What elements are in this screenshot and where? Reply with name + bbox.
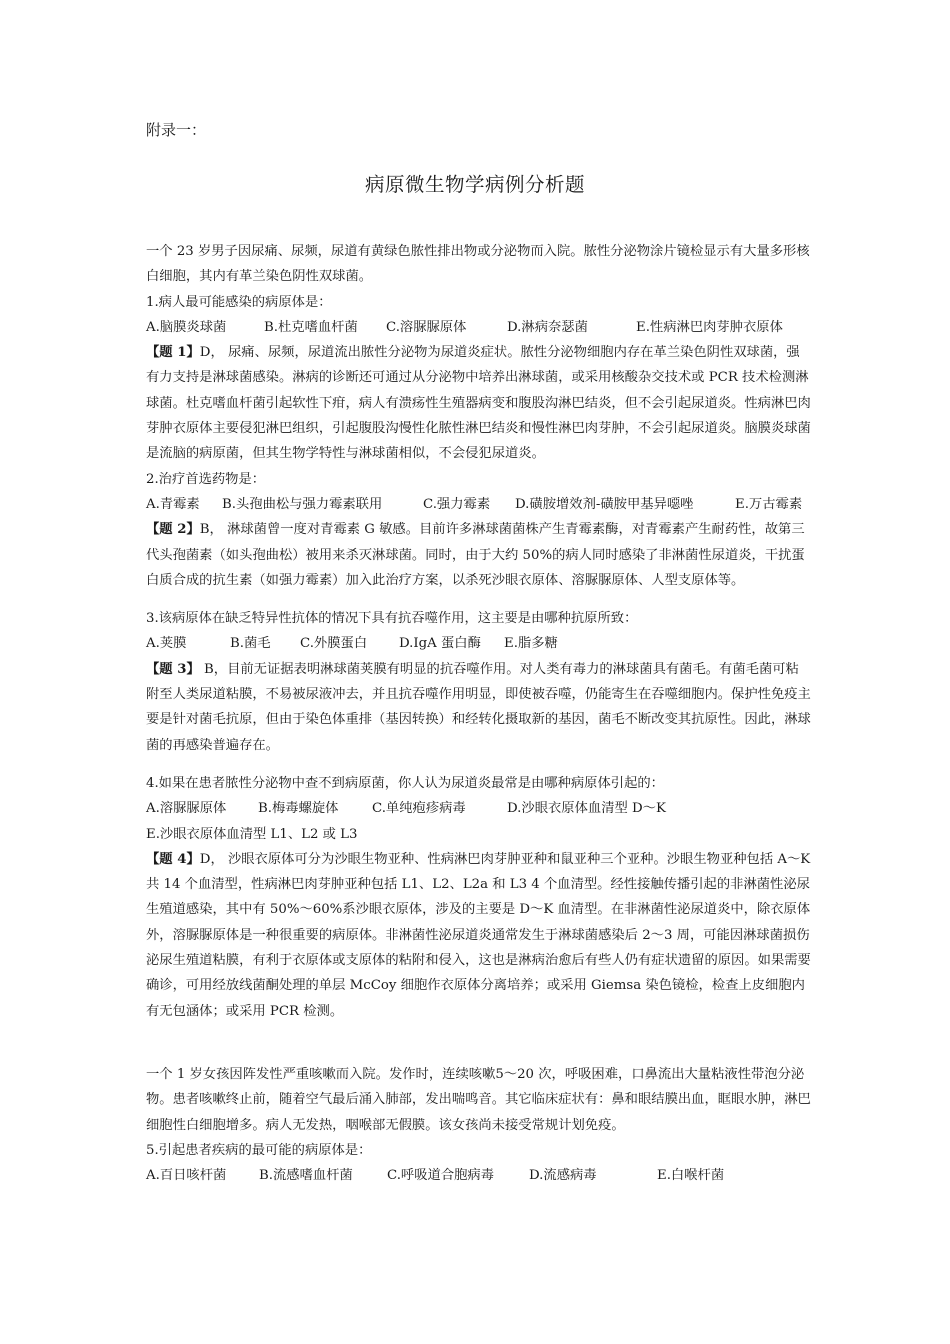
question-2: 2.治疗首选药物是： — [146, 471, 266, 487]
option: E.脂多糖 — [504, 636, 558, 652]
option: A.脑膜炎球菌 — [146, 319, 227, 335]
option: B.头孢曲松与强力霉素联用 — [222, 496, 383, 512]
option: C.溶脲脲原体 — [386, 319, 467, 335]
document-body — [146, 239, 812, 1188]
answer-tag: 【题 1】 — [146, 345, 200, 361]
answer-tag: 【题 4】 — [146, 851, 200, 867]
option: B.杜克嗜血杆菌 — [264, 319, 358, 335]
question-2-options — [146, 492, 812, 517]
question-5: 5.引起患者疾病的最可能的病原体是： — [146, 1142, 372, 1158]
option: C.单纯疱疹病毒 — [372, 801, 466, 817]
option: D.淋病奈瑟菌 — [507, 319, 588, 335]
question-4-option-e: E.沙眼衣原体血清型 L1、L2 或 L3 — [146, 826, 358, 842]
question-5-options — [146, 1163, 812, 1188]
case-2-stem: 一个 1 岁女孩因阵发性严重咳嗽而入院。发作时，连续咳嗽5～20 次，呼吸困难，口鼻流出大量粘液性带泡分泌物。患者咳嗽终止前，随着空气最后涌入肺部，发出喘鸣音。其它临床症状有：鼻和眼结膜出血，眶眼水肿，淋巴细胞性白细胞增多。病人无发热，咽喉部无假膜。该女孩尚未接受常规计划免疫。 — [146, 1066, 811, 1133]
option: C.呼吸道合胞病毒 — [387, 1168, 495, 1184]
option: A.青霉素 — [146, 496, 200, 512]
option: A.荚膜 — [146, 636, 187, 652]
option: D.磺胺增效剂-磺胺甲基异噁唑 — [515, 496, 694, 512]
question-4-options — [146, 796, 812, 821]
appendix-label: 附录一： — [146, 121, 207, 139]
option: D.流感病毒 — [529, 1168, 597, 1184]
answer-text: B， 淋球菌曾一度对青霉素 G 敏感。目前许多淋球菌菌株产生青霉素酶，对青霉素产生耐药性，故第三代头孢菌素（如头孢曲松）被用来杀灭淋球菌。同时，由于大约 50%的病人同时感染了非淋菌性尿道炎，干扰蛋白质合成的抗生素（如强力霉素）加入此治疗方案，以杀死沙眼衣原体、溶脲脲原体、人型支原体等。 — [146, 522, 805, 588]
answer-1 — [146, 340, 812, 466]
answer-text: D， 尿痛、尿频，尿道流出脓性分泌物为尿道炎症状。脓性分泌物细胞内存在革兰染色阴性双球菌，强有力支持是淋球菌感染。淋病的诊断还可通过从分泌物中培养出淋球菌，或采用核酸杂交技术或 PCR 技术检测淋球菌。杜克嗜血杆菌引起软性下疳，病人有溃疡性生殖器病变和腹股沟淋巴结炎，但不会引起尿道炎。性病淋巴肉芽肿衣原体主要侵犯淋巴组织，引起腹股沟慢性化脓性淋巴结炎和慢性淋巴肉芽肿，不会引起尿道炎。脑膜炎球菌是流脑的病原菌，但其生物学特性与淋球菌相似，不会侵犯尿道炎。 — [146, 345, 811, 462]
page-title: 病原微生物学病例分析题 — [364, 173, 585, 196]
answer-2 — [146, 517, 812, 593]
option: A.百日咳杆菌 — [146, 1168, 227, 1184]
question-3-options — [146, 631, 812, 656]
answer-3 — [146, 657, 812, 758]
answer-text: D， 沙眼衣原体可分为沙眼生物亚种、性病淋巴肉芽肿亚种和鼠亚种三个亚种。沙眼生物亚种包括 A～K 共 14 个血清型，性病淋巴肉芽肿亚种包括 L1、L2、L2a 和 L3 4 个血清型。经性接触传播引起的非淋菌性泌尿生殖道感染，其中有 50%～60%系沙眼衣原体，涉及的主要是 D～K 血清型。在非淋菌性泌尿道炎中，除衣原体外，溶脲脲原体是一种很重要的病原体。非淋菌性泌尿道炎通常发生于淋球菌感染后 2～3 周，可能因淋球菌损伤泌尿生殖道粘膜，有利于衣原体或支原体的粘附和侵入，这也是淋病治愈后有些人仍有症状遗留的原因。如果需要确诊，可用经放线菌酮处理的单层 McCoy 细胞作衣原体分离培养；或采用 Giemsa 染色镜检，检查上皮细胞内有无包涵体；或采用 PCR 检测。 — [146, 851, 811, 1019]
answer-tag: 【题 3】 — [146, 661, 200, 677]
answer-tag: 【题 2】 — [146, 522, 200, 538]
option: E.万古霉素 — [735, 496, 803, 512]
case-1-stem: 一个 23 岁男子因尿痛、尿频，尿道有黄绿色脓性排出物或分泌物而入院。脓性分泌物涂片镜检显示有大量多形核白细胞，其内有革兰染色阴性双球菌。 — [146, 244, 810, 285]
option: B.梅毒螺旋体 — [258, 801, 339, 817]
option: B.菌毛 — [230, 636, 271, 652]
option: B.流感嗜血杆菌 — [259, 1168, 353, 1184]
option: D.IgA 蛋白酶 — [399, 636, 481, 652]
answer-text: B，目前无证据表明淋球菌荚膜有明显的抗吞噬作用。对人类有毒力的淋球菌具有菌毛。有菌毛菌可粘附至人类尿道粘膜，不易被尿液冲去，并且抗吞噬作用明显，即使被吞噬，仍能寄生在吞噬细胞内。保护性免疫主要是针对菌毛抗原，但由于染色体重排（基因转换）和经转化摄取新的基因，菌毛不断改变其抗原性。因此，淋球菌的再感染普遍存在。 — [146, 661, 811, 753]
option: C.强力霉素 — [423, 496, 491, 512]
question-1: 1.病人最可能感染的病原体是： — [146, 294, 332, 310]
option: D.沙眼衣原体血清型 D～K — [507, 801, 666, 817]
option: A.溶脲脲原体 — [146, 801, 227, 817]
option: E.白喉杆菌 — [657, 1168, 725, 1184]
question-3: 3.该病原体在缺乏特异性抗体的情况下具有抗吞噬作用，这主要是由哪种抗原所致： — [146, 611, 638, 627]
question-4: 4.如果在患者脓性分泌物中查不到病原菌，你人认为尿道炎最常是由哪种病原体引起的： — [146, 775, 664, 791]
option: C.外膜蛋白 — [300, 636, 368, 652]
answer-4 — [146, 847, 812, 1024]
option: E.性病淋巴肉芽肿衣原体 — [636, 319, 783, 335]
question-1-options — [146, 315, 812, 340]
